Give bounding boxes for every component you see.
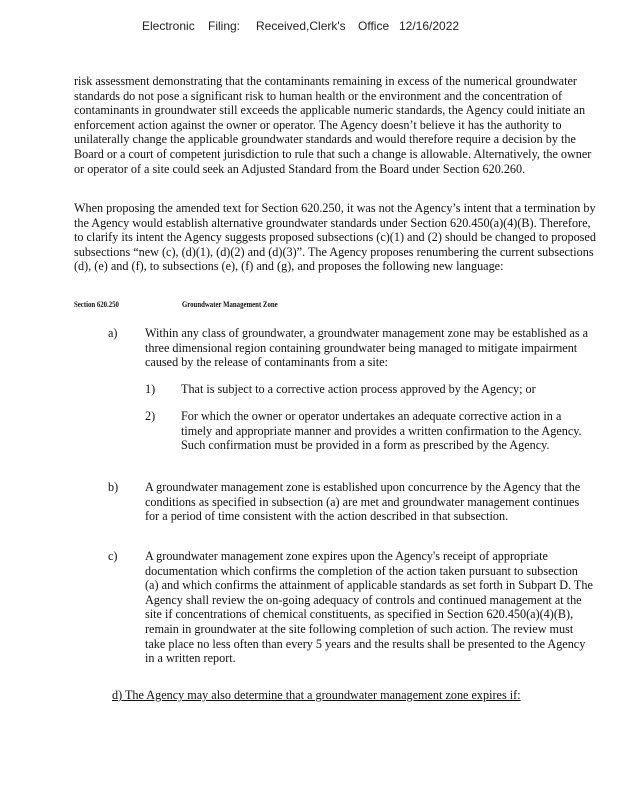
item-label: a) [108,326,118,340]
item-label: b) [108,480,119,494]
section-title: Groundwater Management Zone [181,300,278,309]
paragraph-proposing: When proposing the amended text for Section 620.250, it was not the Agency’s intent that a termination by the Agency would establish alternative groundwater standards under Section 620.450(a)(4)(B). Therefore, to clarify its intent the Agency suggests proposed subsections (c)(1) and (2) should be changed to proposed subsections “new (c), (d)(1), (d)(2) and (d)(3)”. The Agency proposes renumbering the current subsections (d), (e) and (f), to subsections (e), (f) and (g), and proposes the following new language: [74,201,596,274]
header-office: Office [358,19,390,33]
item-label: c) [108,549,118,563]
item-text: A groundwater management zone is established upon concurrence by the Agency that the conditions as specified in subsection (a) are met and groundwater management continues for a period of time consistent with the action described in that subsection. [145,480,581,524]
item-d-line: d) The Agency may also determine that a groundwater management zone expires if: [112,688,521,702]
header-electronic: Electronic [142,19,195,33]
header-received: Received,Clerk's [256,19,346,33]
item-text: A groundwater management zone expires upon the Agency's receipt of appropriate documentation which confirms the completion of the action taken pursuant to subsection (a) and which confirms the attainment of applicable standards as set forth in Subpart D. The Agency shall review the on-going adequacy of controls and continued management at the site if concentrations of chemical constituents, as specified in Section 620.450(a)(4)(B), remain in groundwater at the site following completion of such action. The review must take place no less often than every 5 years and the results shall be presented to the Agency in a written report. [145,549,593,666]
item-text: For which the owner or operator undertakes an adequate corrective action in a timely and appropriate manner and provides a written confirmation to the Agency. Such confirmation must be provided in a form as prescribed by the Agency. [181,409,582,453]
paragraph-risk-assessment: risk assessment demonstrating that the contaminants remaining in excess of the numerical groundwater standards do not pose a significant risk to human health or the environment and the concentration of contaminants in groundwater still exceeds the applicable numeric standards, the Agency could initiate an enforcement action against the owner or operator. The Agency doesn’t believe it has the authority to unilaterally change the applicable groundwater standards and would therefore require a decision by the Board or a court of competent jurisdiction to rule that such a change is allowable. Alternatively, the owner or operator of a site could seek an Adjusted Standard from the Board under Section 620.260. [74,74,592,176]
item-text: That is subject to a corrective action process approved by the Agency; or [181,382,536,396]
item-label: 2) [145,409,156,423]
item-label: 1) [145,382,156,396]
header-filing: Filing: [208,19,241,33]
section-number: Section 620.250 [74,300,119,309]
item-text: Within any class of groundwater, a groundwater management zone may be established as a three dimensional region containing groundwater being managed to mitigate impairment caused by the release of contaminants from a site: [145,326,589,370]
header-date: 12/16/2022 [399,19,460,33]
